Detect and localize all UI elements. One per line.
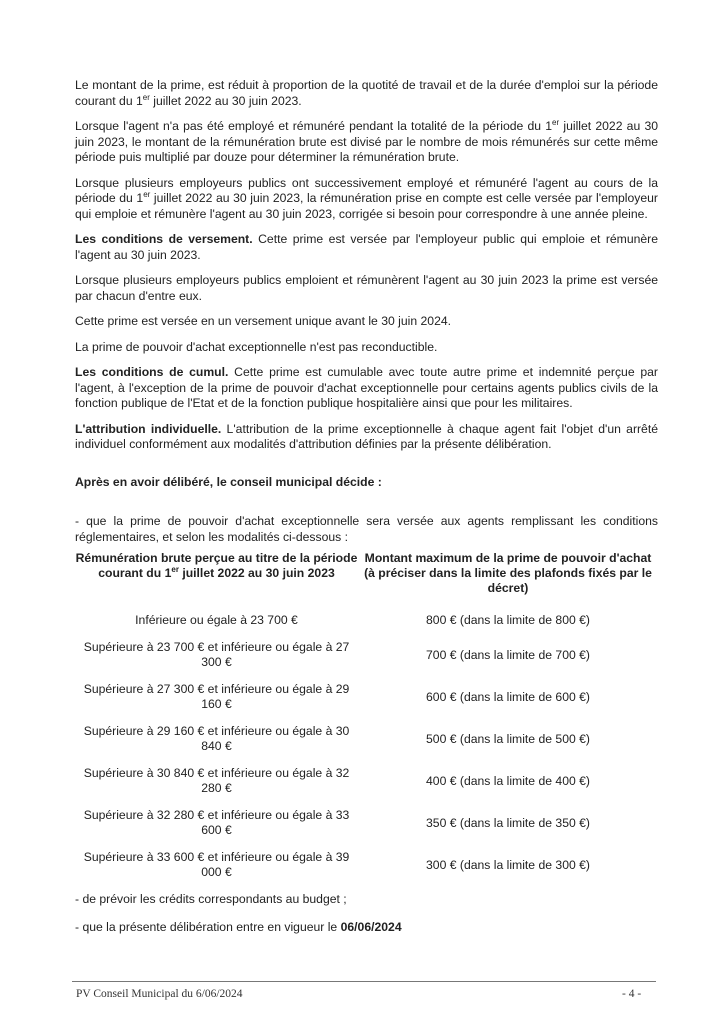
row-range: Supérieure à 29 160 € et inférieure ou égale à 30 840 €	[83, 724, 350, 753]
table-row	[75, 718, 658, 760]
footer-title: PV Conseil Municipal du 6/06/2024	[76, 988, 243, 1000]
row-range: Supérieure à 32 280 € et inférieure ou égale à 33 600 €	[83, 808, 350, 837]
row-amount: 800 € (dans la limite de 800 €)	[426, 612, 590, 627]
table-row	[75, 760, 658, 802]
page-body	[75, 78, 658, 947]
row-range: Supérieure à 23 700 € et inférieure ou égale à 27 300 €	[83, 640, 350, 669]
page-number: - 4 -	[622, 988, 642, 1000]
row-amount: 500 € (dans la limite de 500 €)	[426, 731, 590, 746]
decision-heading: Après en avoir délibéré, le conseil municipal décide :	[75, 474, 382, 489]
paragraph-payment-conditions: Les conditions de versement. Cette prime est versée par l'employeur public qui emploie et rémunère l'agent au 30 juin 2023.	[75, 232, 659, 262]
footer-divider	[72, 981, 656, 982]
heading-payment-conditions: Les conditions de versement.	[75, 232, 253, 246]
header-remuneration: Rémunération brute perçue au titre de la période courant du 1er juillet 2022 au 30 juin 2023	[75, 551, 358, 580]
paragraph-cumulation: Les conditions de cumul. Cette prime est cumulable avec toute autre prime et indemnité perçue par l'agent, à l'exception de la prime de pouvoir d'achat exceptionnelle pour certains agents publics civils de la fonction publique de l'Etat et de la fonction publique hospitalière ainsi que pour les militaires.	[75, 365, 658, 410]
row-range: Inférieure ou égale à 23 700 €	[135, 612, 298, 627]
header-max-amount: Montant maximum de la prime de pouvoir d'achat (à préciser dans la limite des plafonds fixés par le décret)	[364, 551, 652, 595]
paragraph-multiple-employers: Lorsque plusieurs employeurs publics ont successivement employé et rémunéré l'agent au cours de la période du 1er juillet 2022 au 30 juin 2023, la rémunération prise en compte est celle versée par l'employeur qui emploie et rémunère l'agent au 30 juin 2023, corrigée si besoin pour correspondre à une année pleine.	[75, 175, 658, 221]
decision-intro: - que la prime de pouvoir d'achat exceptionnelle sera versée aux agents remplissant les conditions réglementaires, et selon les modalités ci-dessous :	[75, 514, 658, 544]
row-amount: 350 € (dans la limite de 350 €)	[426, 815, 590, 830]
row-amount: 700 € (dans la limite de 700 €)	[426, 647, 590, 662]
table-header-row	[75, 551, 658, 606]
heading-cumulation: Les conditions de cumul.	[75, 365, 229, 379]
bonus-table	[75, 551, 658, 886]
row-range: Supérieure à 30 840 € et inférieure ou égale à 32 280 €	[83, 766, 350, 795]
item-effective-date: - que la présente délibération entre en vigueur le 06/06/2024	[75, 919, 402, 934]
row-amount: 300 € (dans la limite de 300 €)	[426, 857, 590, 872]
paragraph-individual-attribution: L'attribution individuelle. L'attribution de la prime exceptionnelle à chaque agent fait l'objet d'un arrêté individuel conformément aux modalités d'attribution définies par la présente délibération.	[75, 421, 659, 451]
paragraph-prorata: Le montant de la prime, est réduit à proportion de la quotité de travail et de la durée d'emploi sur la période courant du 1er juillet 2022 au 30 juin 2023.	[75, 78, 658, 108]
paragraph-not-renewable: La prime de pouvoir d'achat exceptionnelle n'est pas reconductible.	[75, 339, 438, 354]
paragraph-partial-employment: Lorsque l'agent n'a pas été employé et rémunéré pendant la totalité de la période du 1er juillet 2022 au 30 juin 2023, le montant de la rémunération brute est divisé par le nombre de mois rémunérés sur cette même période puis multiplié par douze pour déterminer la rémunération brute.	[75, 117, 659, 164]
row-amount: 400 € (dans la limite de 400 €)	[426, 773, 590, 788]
effective-date: 06/06/2024	[340, 919, 402, 934]
table-row	[75, 844, 658, 886]
table-row	[75, 802, 658, 844]
row-range: Supérieure à 27 300 € et inférieure ou égale à 29 160 €	[83, 682, 350, 711]
table-row	[75, 634, 658, 676]
heading-individual-attribution: L'attribution individuelle.	[75, 421, 222, 436]
decision-items	[75, 892, 658, 935]
paragraph-single-payment: Cette prime est versée en un versement unique avant le 30 juin 2024.	[75, 314, 452, 328]
row-amount: 600 € (dans la limite de 600 €)	[426, 689, 590, 704]
paragraph-employers-pay: Lorsque plusieurs employeurs publics emploient et rémunèrent l'agent au 30 juin 2023 la prime est versée par chacun d'entre eux.	[75, 273, 658, 303]
row-range: Supérieure à 33 600 € et inférieure ou égale à 39 000 €	[83, 850, 350, 879]
table-row	[75, 606, 658, 634]
table-row	[75, 676, 658, 718]
item-budget-credits: - de prévoir les crédits correspondants au budget ;	[75, 892, 347, 906]
